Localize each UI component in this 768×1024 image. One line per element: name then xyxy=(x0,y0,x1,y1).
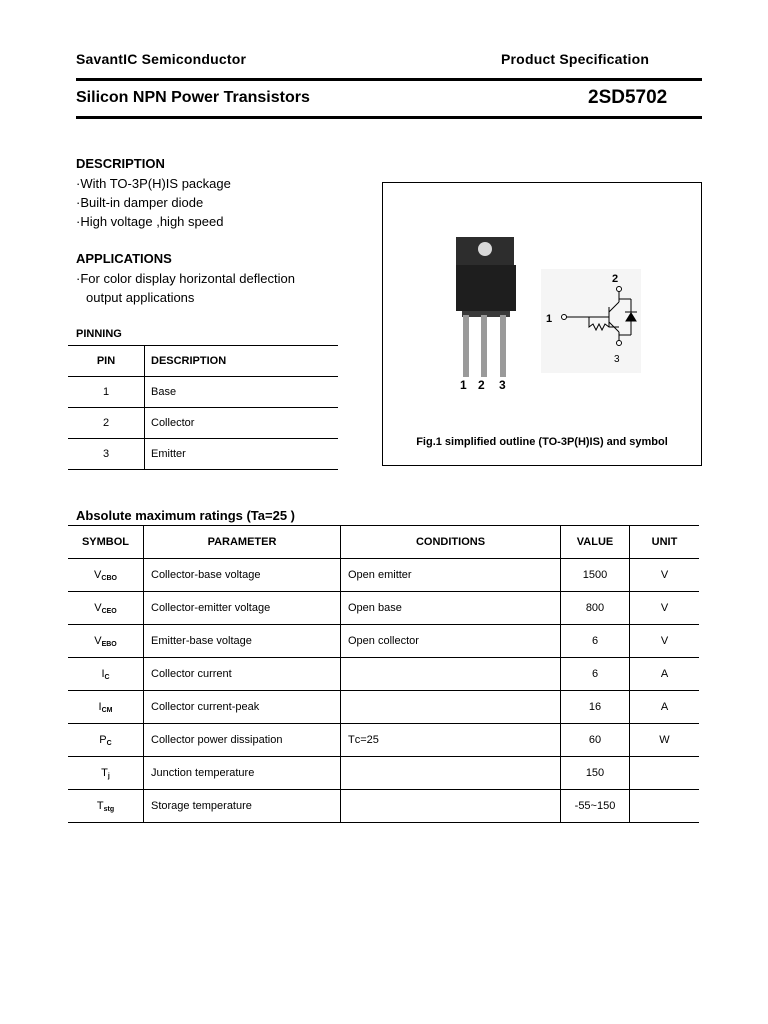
pin-description: Base xyxy=(145,377,339,408)
symbol-cell: $V_{CBO}$ xyxy=(68,559,144,592)
column-header: PIN xyxy=(68,346,145,377)
figure-box xyxy=(382,182,702,466)
symbol-cell: $P_C$ xyxy=(68,724,144,757)
column-header: UNIT xyxy=(630,526,700,559)
value-cell: 800 xyxy=(561,592,630,625)
description-heading: DESCRIPTION xyxy=(76,156,165,171)
unit-cell xyxy=(630,790,700,823)
table-header-row xyxy=(68,526,699,559)
unit-cell: A xyxy=(630,691,700,724)
conditions-cell: Tᴄ=25 xyxy=(341,724,561,757)
description-line: ·Built-in damper diode xyxy=(76,195,204,210)
conditions-cell xyxy=(341,658,561,691)
unit-cell: W xyxy=(630,724,700,757)
company-name: SavantIC Semiconductor xyxy=(76,51,247,67)
conditions-cell xyxy=(341,691,561,724)
table-row xyxy=(68,408,338,439)
value-cell: -55~150 xyxy=(561,790,630,823)
conditions-cell xyxy=(341,757,561,790)
document-type: Product Specification xyxy=(501,51,650,67)
table-row xyxy=(68,377,338,408)
symbol-pin-label-collector: 2 xyxy=(612,273,619,285)
pin-description: Collector xyxy=(145,408,339,439)
column-header: DESCRIPTION xyxy=(145,346,339,377)
symbol-cell: $I_C$ xyxy=(68,658,144,691)
header-rule-bottom xyxy=(76,116,702,119)
column-header: PARAMETER xyxy=(144,526,341,559)
symbol-pin-label-emitter: 3 xyxy=(614,354,620,365)
header-rule-top xyxy=(76,78,702,81)
table-row xyxy=(68,592,699,625)
table-row xyxy=(68,757,699,790)
unit-cell: V xyxy=(630,559,700,592)
value-cell: 1500 xyxy=(561,559,630,592)
symbol-cell: $V_{EBO}$ xyxy=(68,625,144,658)
parameter-cell: Collector current xyxy=(144,658,341,691)
applications-line: output applications xyxy=(86,290,195,305)
column-header: VALUE xyxy=(561,526,630,559)
parameter-cell: Emitter-base voltage xyxy=(144,625,341,658)
column-header: CONDITIONS xyxy=(341,526,561,559)
package-pin-label: 2 xyxy=(478,378,485,392)
table-row xyxy=(68,559,699,592)
symbol-pin-label-base: 1 xyxy=(546,313,553,325)
pinning-table xyxy=(68,345,338,470)
pin-number: 1 xyxy=(68,377,145,408)
part-number: 2SD5702 xyxy=(588,87,668,108)
pinning-heading: PINNING xyxy=(76,328,122,340)
pin-number: 2 xyxy=(68,408,145,439)
unit-cell: V xyxy=(630,625,700,658)
table-row xyxy=(68,724,699,757)
conditions-cell: Open collector xyxy=(341,625,561,658)
table-row xyxy=(68,439,338,470)
value-cell: 16 xyxy=(561,691,630,724)
unit-cell: A xyxy=(630,658,700,691)
parameter-cell: Collector-base voltage xyxy=(144,559,341,592)
column-header: SYMBOL xyxy=(68,526,144,559)
value-cell: 60 xyxy=(561,724,630,757)
ratings-heading: Absolute maximum ratings (Ta=25 ) xyxy=(76,508,296,523)
table-header-row xyxy=(68,346,338,377)
pin-number: 3 xyxy=(68,439,145,470)
table-row xyxy=(68,790,699,823)
ratings-table xyxy=(68,525,699,823)
description-line: ·With TO-3P(H)IS package xyxy=(76,176,231,191)
table-row xyxy=(68,658,699,691)
description-line: ·High voltage ,high speed xyxy=(76,214,224,229)
value-cell: 6 xyxy=(561,625,630,658)
symbol-cell: $T_{stg}$ xyxy=(68,790,144,823)
symbol-cell: $I_{CM}$ xyxy=(68,691,144,724)
conditions-cell: Open emitter xyxy=(341,559,561,592)
to3p-package-image xyxy=(456,237,516,377)
figure-caption: Fig.1 simplified outline (TO-3P(H)IS) and symbol xyxy=(416,436,668,448)
parameter-cell: Collector-emitter voltage xyxy=(144,592,341,625)
value-cell: 150 xyxy=(561,757,630,790)
parameter-cell: Collector current-peak xyxy=(144,691,341,724)
symbol-cell: $V_{CEO}$ xyxy=(68,592,144,625)
table-row xyxy=(68,625,699,658)
applications-line: ·For color display horizontal deflection xyxy=(76,271,295,286)
parameter-cell: Junction temperature xyxy=(144,757,341,790)
unit-cell xyxy=(630,757,700,790)
package-pin-label: 3 xyxy=(499,378,506,392)
symbol-cell: $T_j$ xyxy=(68,757,144,790)
package-and-symbol-figure xyxy=(383,183,701,465)
parameter-cell: Storage temperature xyxy=(144,790,341,823)
unit-cell: V xyxy=(630,592,700,625)
conditions-cell xyxy=(341,790,561,823)
document-title: Silicon NPN Power Transistors xyxy=(76,89,310,106)
package-pin-label: 1 xyxy=(460,378,467,392)
applications-heading: APPLICATIONS xyxy=(76,251,172,266)
parameter-cell: Collector power dissipation xyxy=(144,724,341,757)
table-row xyxy=(68,691,699,724)
value-cell: 6 xyxy=(561,658,630,691)
conditions-cell: Open base xyxy=(341,592,561,625)
pin-description: Emitter xyxy=(145,439,339,470)
